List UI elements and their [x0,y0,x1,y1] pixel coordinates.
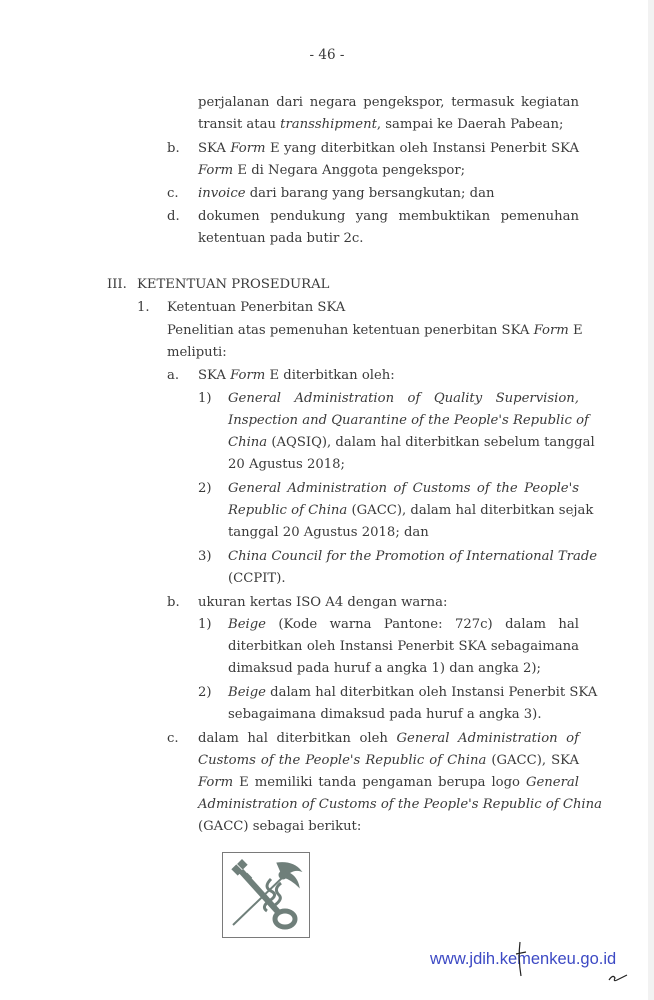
list-marker-c: c. [167,186,179,201]
item-1-title: Ketentuan Penerbitan SKA [167,300,346,315]
gacc-key-caduceus-logo-icon [223,853,309,937]
sub-b-2-line2: sebagaimana dimaksud pada huruf a angka 3). [228,707,542,722]
list-marker-d: d. [167,209,180,224]
sub-a-3-marker: 3) [198,549,212,564]
sub-a-1-marker: 1) [198,391,212,406]
sub-b-1-line2: diterbitkan oleh Instansi Penerbit SKA sebagaimana [228,639,579,654]
sub-a-1-line4: 20 Agustus 2018; [228,457,345,472]
list-item-b-line2: Form E di Negara Anggota pengekspor; [198,163,466,178]
sub-a-2-line3: tanggal 20 Agustus 2018; dan [228,525,429,540]
sub-a-3-line1: China Council for the Promotion of International Trade [228,549,598,564]
sub-b-text: ukuran kertas ISO A4 dengan warna: [198,595,448,610]
sub-a-1-line1: General Administration of Quality Supervision, [228,391,579,406]
sub-c-line5: (GACC) sebagai berikut: [198,819,362,834]
list-item-d-line1: dokumen pendukung yang membuktikan pemenuhan [198,209,579,224]
section-marker: III. [107,277,127,292]
sub-c-marker: c. [167,731,179,746]
continuation-line-1: perjalanan dari negara pengekspor, termasuk kegiatan [198,95,579,110]
sub-a-marker: a. [167,368,180,383]
item-1-intro-line2: meliputi: [167,345,227,360]
sub-a-text: SKA Form E diterbitkan oleh: [198,368,395,383]
section-title: KETENTUAN PROSEDURAL [137,277,330,292]
continuation-line-2: transit atau transshipment, sampai ke Daerah Pabean; [198,117,564,132]
signature-paraf-icon [607,972,629,986]
sub-b-2-line1: Beige dalam hal diterbitkan oleh Instansi Penerbit SKA [228,685,598,700]
sub-b-marker: b. [167,595,180,610]
gacc-logo [222,852,310,938]
sub-a-1-line3: China (AQSIQ), dalam hal diterbitkan sebelum tanggal [228,435,595,450]
scan-edge [648,0,654,1000]
sub-a-3-line2: (CCPIT). [228,571,286,586]
item-1-intro-line1: Penelitian atas pemenuhan ketentuan penerbitan SKA Form E [167,323,583,338]
sub-b-1-marker: 1) [198,617,212,632]
sub-a-1-line2: Inspection and Quarantine of the People's Republic of [228,413,589,428]
sub-b-1-line3: dimaksud pada huruf a angka 1) dan angka 2); [228,661,542,676]
list-item-d-line2: ketentuan pada butir 2c. [198,231,364,246]
sub-c-line1: dalam hal diterbitkan oleh General Administration of [198,731,579,746]
sub-c-line4: Administration of Customs of the People's Republic of China [198,797,603,812]
sub-b-2-marker: 2) [198,685,212,700]
sub-c-line3: Form E memiliki tanda pengaman berupa logo General [198,775,579,790]
footer-url-link[interactable]: www.jdih.kemenkeu.go.id [430,950,617,968]
sub-a-2-line1: General Administration of Customs of the People's [228,481,579,496]
page-number: - 46 - [309,47,345,63]
item-1-marker: 1. [137,300,150,315]
list-item-b-line1: SKA Form E yang diterbitkan oleh Instansi Penerbit SKA [198,141,579,156]
paraf-stroke-icon [514,940,528,980]
sub-a-2-marker: 2) [198,481,212,496]
list-item-c: invoice dari barang yang bersangkutan; dan [198,186,495,201]
sub-a-2-line2: Republic of China (GACC), dalam hal diterbitkan sejak [228,503,594,518]
list-marker-b: b. [167,141,180,156]
sub-c-line2: Customs of the People's Republic of China (GACC), SKA [198,753,579,768]
sub-b-1-line1: Beige (Kode warna Pantone: 727c) dalam hal [228,617,579,632]
